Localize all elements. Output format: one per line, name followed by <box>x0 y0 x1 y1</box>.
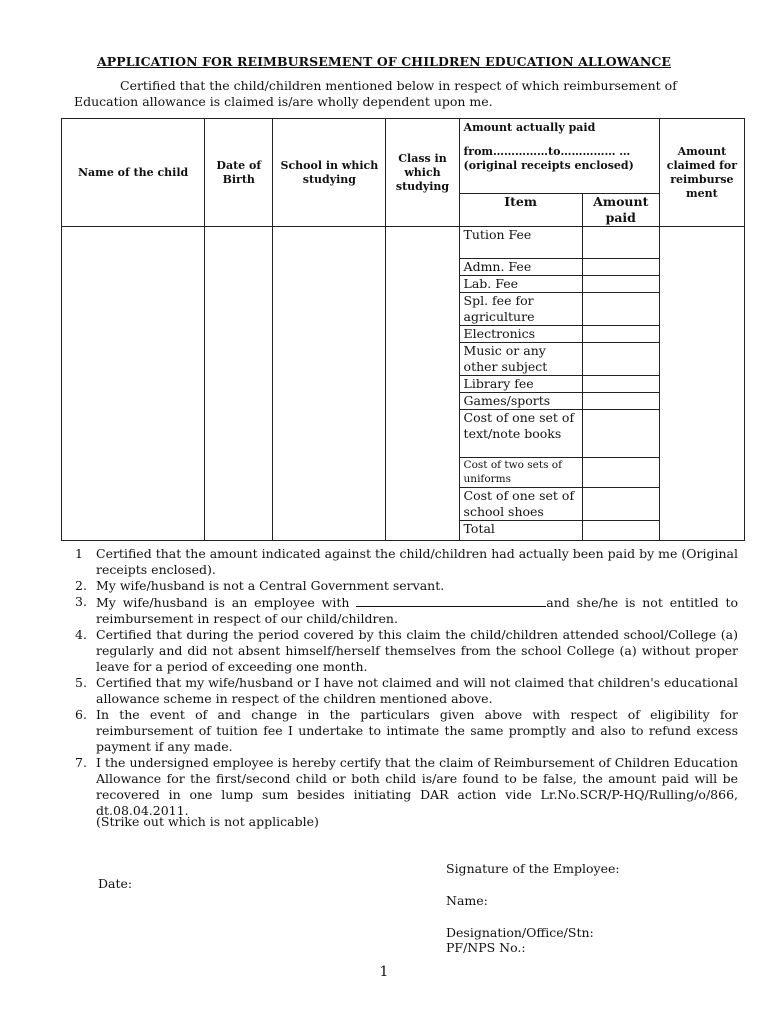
declaration-item <box>72 578 738 594</box>
declarations-list <box>72 546 738 819</box>
declaration-number: 7. <box>75 755 87 770</box>
header-item: Item <box>459 194 582 227</box>
header-date-of-birth: Date of Birth <box>205 119 273 227</box>
declaration-text: Certified that my wife/husband or I have not claimed and will not claimed that children's educational allowance scheme in respect of the children mentioned above. <box>96 675 738 706</box>
declaration-number: 5. <box>75 675 87 690</box>
item-amount-paid <box>582 326 659 343</box>
item-amount-paid <box>582 276 659 293</box>
declaration-item <box>72 594 738 627</box>
item-label: Cost of one set of text/note books <box>459 410 582 458</box>
declaration-text: In the event of and change in the particulars given above with respect of eligibility for reimbursement of tuition fee I undertake to intimate the same promptly and also to refund excess payment if any made. <box>96 707 738 754</box>
allowance-table <box>61 118 745 541</box>
item-amount-paid <box>582 227 659 259</box>
declaration-text: I the undersigned employee is hereby certify that the claim of Reimbursement of Children Education Allowance for the first/second child or both child is/are found to be false, the amount paid will be recovered in one lump sum besides initiating DAR action vide Lr.No.SCR/P-HQ/Rulling/o/866, dt.08.04.2011. <box>96 755 738 818</box>
item-label: Tution Fee <box>459 227 582 259</box>
item-amount-paid <box>582 376 659 393</box>
declaration-item <box>72 546 738 578</box>
item-amount-paid <box>582 458 659 488</box>
header-amount-claimed: Amount claimed for reimburse ment <box>659 119 744 227</box>
declaration-number: 4. <box>75 627 87 642</box>
declaration-text-pre: My wife/husband is an employee with <box>96 595 350 610</box>
child-dob-cell <box>205 227 273 541</box>
item-amount-paid <box>582 293 659 326</box>
declaration-item <box>72 755 738 819</box>
item-label: Spl. fee for agriculture <box>459 293 582 326</box>
amount-paid-period: from……………to…………… … <box>463 145 631 158</box>
item-amount-paid <box>582 488 659 521</box>
page-number: 1 <box>379 964 389 980</box>
declaration-item <box>72 627 738 675</box>
declaration-item <box>72 707 738 755</box>
item-label: Lab. Fee <box>459 276 582 293</box>
child-class-cell <box>386 227 459 541</box>
employer-blank-field[interactable] <box>356 594 546 607</box>
header-name-of-child: Name of the child <box>62 119 205 227</box>
intro-line-1: Certified that the child/children mentioned below in respect of which reimbursement of <box>120 78 677 93</box>
item-amount-paid-total <box>582 521 659 541</box>
declaration-number: 3. <box>75 594 87 609</box>
item-label: Admn. Fee <box>459 259 582 276</box>
item-amount-paid <box>582 259 659 276</box>
amount-paid-note: (original receipts enclosed) <box>463 159 634 172</box>
item-amount-paid <box>582 410 659 458</box>
amount-paid-title: Amount actually paid <box>463 121 596 134</box>
child-name-cell <box>62 227 205 541</box>
header-amount-paid: Amount paid <box>582 194 659 227</box>
item-label: Games/sports <box>459 393 582 410</box>
pf-nps-label: PF/NPS No.: <box>446 940 526 955</box>
item-label: Cost of two sets of uniforms <box>459 458 582 488</box>
item-label: Cost of one set of school shoes <box>459 488 582 521</box>
child-school-cell <box>273 227 386 541</box>
header-school: School in which studying <box>273 119 386 227</box>
date-label: Date: <box>98 876 133 891</box>
declaration-number: 2. <box>75 578 87 593</box>
item-amount-paid <box>582 343 659 376</box>
strike-out-note: (Strike out which is not applicable) <box>96 814 319 829</box>
declaration-number: 6. <box>75 707 87 722</box>
name-label: Name: <box>446 893 488 908</box>
amount-claimed-cell <box>659 227 744 541</box>
intro-certification <box>74 78 734 110</box>
header-class: Class in which studying <box>386 119 459 227</box>
header-amount-actually-paid <box>459 119 659 194</box>
item-label-total: Total <box>459 521 582 541</box>
declaration-text-post: and she/he is not entitled to reimbursement in respect of our child/children. <box>96 595 738 626</box>
declaration-text: Certified that the amount indicated against the child/children had actually been paid by me (Original receipts enclosed). <box>96 546 738 577</box>
intro-line-2: Education allowance is claimed is/are wholly dependent upon me. <box>74 94 493 109</box>
declaration-text: My wife/husband is not a Central Government servant. <box>96 578 445 593</box>
designation-label: Designation/Office/Stn: <box>446 925 594 940</box>
declaration-text: Certified that during the period covered by this claim the child/children attended school/College (a) regularly and did not absent himself/herself themselves from the school College (a) without proper leave for a period of exceeding one month. <box>96 627 738 674</box>
document-title: APPLICATION FOR REIMBURSEMENT OF CHILDREN EDUCATION ALLOWANCE <box>96 54 672 69</box>
item-label: Library fee <box>459 376 582 393</box>
item-amount-paid <box>582 393 659 410</box>
declaration-item <box>72 675 738 707</box>
item-label: Music or any other subject <box>459 343 582 376</box>
declaration-number: 1 <box>75 546 83 561</box>
signature-label: Signature of the Employee: <box>446 861 620 876</box>
item-label: Electronics <box>459 326 582 343</box>
